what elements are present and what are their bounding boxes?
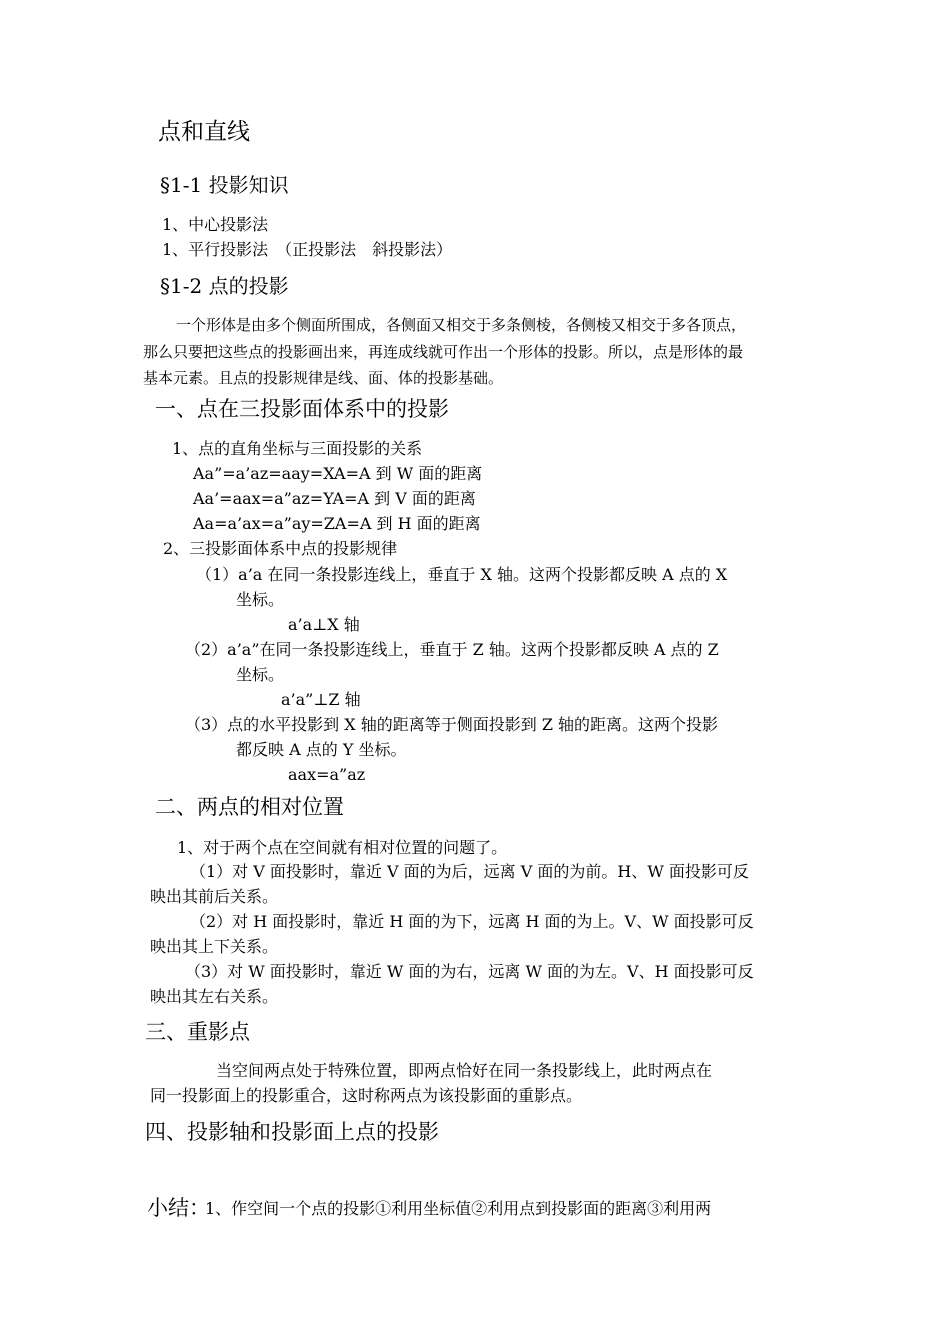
part1-sub2: 2、三投影面体系中点的投影规律 xyxy=(163,539,398,558)
part1-sub1: 1、点的直角坐标与三面投影的关系 xyxy=(172,439,423,458)
relation-1-line-2: 映出其前后关系。 xyxy=(150,887,279,906)
part1-heading: 一、点在三投影面体系中的投影 xyxy=(155,397,449,421)
part3-line-1: 当空间两点处于特殊位置，即两点恰好在同一条投影线上，此时两点在 xyxy=(216,1061,713,1080)
equation-2: Aa’=aax=a”az=YA=A 到 V 面的距离 xyxy=(193,489,476,508)
rule-1-formula: a’a⊥X 轴 xyxy=(288,615,360,634)
rule-3-line-2: 都反映 A 点的 Y 坐标。 xyxy=(236,740,407,759)
relation-2-line-1: （2）对 H 面投影时，靠近 H 面的为下，远离 H 面的为上。V、W 面投影可反 xyxy=(190,912,754,931)
part2-heading: 二、两点的相对位置 xyxy=(155,795,344,819)
rule-2-line-2: 坐标。 xyxy=(236,665,285,684)
part2-sub1: 1、对于两个点在空间就有相对位置的问题了。 xyxy=(177,838,508,857)
rule-2-line-1: （2）a’a”在同一条投影连线上，垂直于 Z 轴。这两个投影都反映 A 点的 Z xyxy=(185,640,719,659)
summary-text: 1、作空间一个点的投影①利用坐标值②利用点到投影面的距离③利用两 xyxy=(205,1199,712,1218)
part4-heading: 四、投影轴和投影面上点的投影 xyxy=(145,1120,439,1144)
relation-2-line-2: 映出其上下关系。 xyxy=(150,937,279,956)
equation-1: Aa”=a’az=aay=XA=A 到 W 面的距离 xyxy=(193,464,483,483)
relation-3-line-1: （3）对 W 面投影时，靠近 W 面的为右，远离 W 面的为左。V、H 面投影可反 xyxy=(185,962,754,981)
intro-line-3: 基本元素。且点的投影规律是线、面、体的投影基础。 xyxy=(143,369,504,387)
rule-1-line-1: （1）a’a 在同一条投影连线上，垂直于 X 轴。这两个投影都反映 A 点的 X xyxy=(196,565,728,584)
intro-line-1: 一个形体是由多个侧面所围成，各侧面又相交于多条侧棱，各侧棱又相交于多各顶点， xyxy=(176,316,747,334)
summary-label: 小结： xyxy=(147,1196,210,1220)
relation-1-line-1: （1）对 V 面投影时，靠近 V 面的为后，远离 V 面的为前。H、W 面投影可反 xyxy=(190,862,749,881)
rule-1-line-2: 坐标。 xyxy=(236,590,285,609)
intro-line-2: 那么只要把这些点的投影画出来，再连成线就可作出一个形体的投影。所以，点是形体的最 xyxy=(143,343,744,361)
section-heading-1-2: §1-2 点的投影 xyxy=(160,274,289,298)
section-heading-1-1: §1-1 投影知识 xyxy=(160,173,289,197)
rule-3-formula: aax=a”az xyxy=(288,765,366,784)
part3-line-2: 同一投影面上的投影重合，这时称两点为该投影面的重影点。 xyxy=(150,1086,583,1105)
list-item: 1、平行投影法 （正投影法 斜投影法） xyxy=(162,240,453,259)
rule-3-line-1: （3）点的水平投影到 X 轴的距离等于侧面投影到 Z 轴的距离。这两个投影 xyxy=(185,715,719,734)
list-item: 1、中心投影法 xyxy=(162,215,269,234)
part3-heading: 三、重影点 xyxy=(145,1020,250,1044)
equation-3: Aa=a’ax=a”ay=ZA=A 到 H 面的距离 xyxy=(193,514,481,533)
rule-2-formula: a’a”⊥Z 轴 xyxy=(281,690,361,709)
relation-3-line-2: 映出其左右关系。 xyxy=(150,987,279,1006)
doc-title: 点和直线 xyxy=(158,119,250,145)
